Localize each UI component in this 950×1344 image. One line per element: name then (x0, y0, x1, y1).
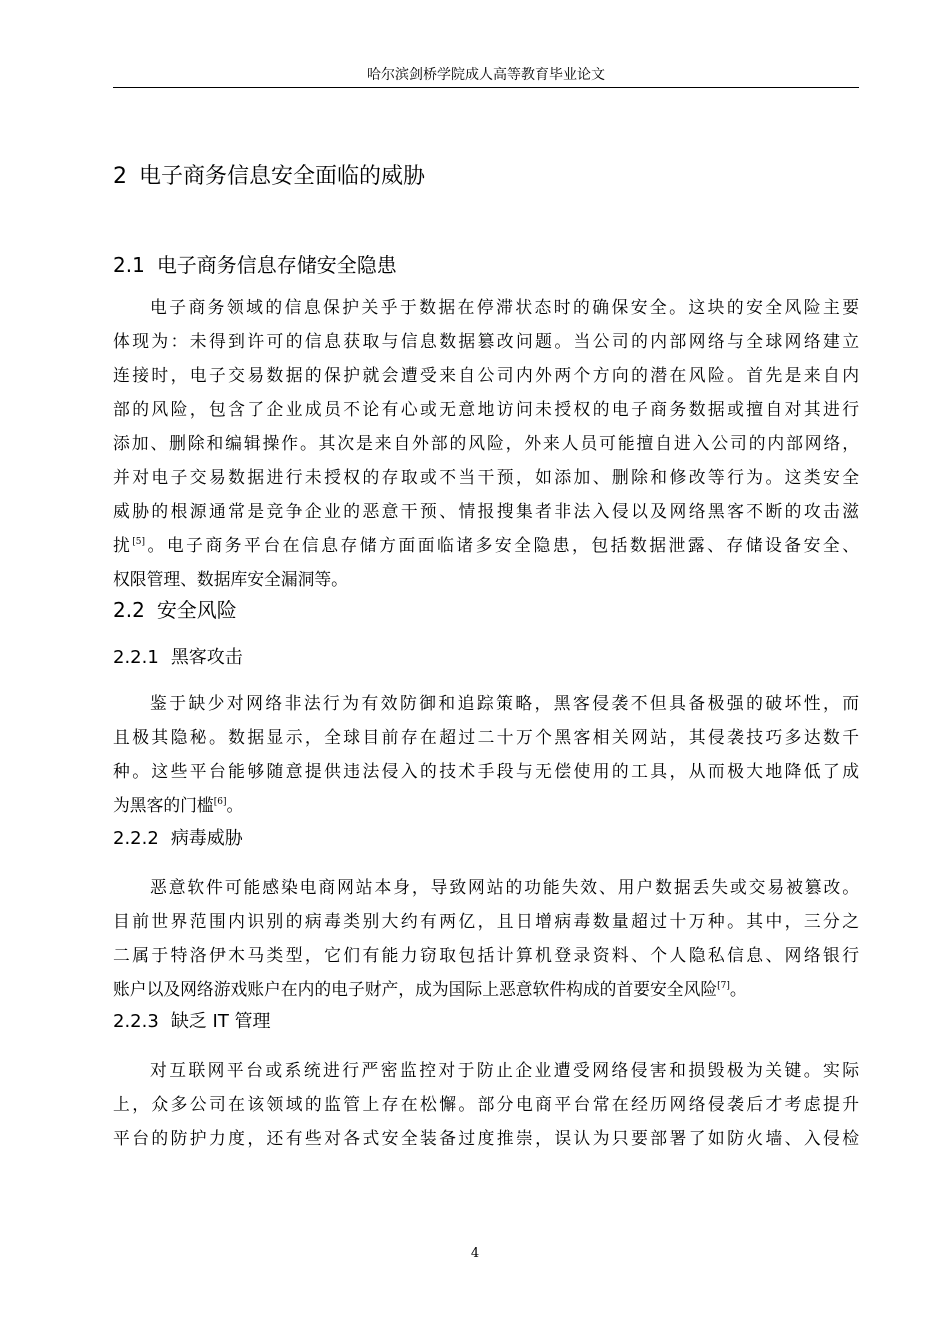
text-fragment: 。 (226, 795, 244, 815)
text-fragment: 。电子商务平台在信息存储方面面临诸多安全隐患，包括数据泄露、存储设备安全、 (145, 535, 859, 555)
text-line (113, 788, 859, 822)
text-line: 添加、删除和编辑操作。其次是来自外部的风险，外来人员可能擅自进入公司的内部网络， (113, 433, 859, 453)
section-title: 电子商务信息存储安全隐患 (156, 253, 397, 277)
text-line: 恶意软件可能感染电商网站本身，导致网站的功能失效、用户数据丢失或交易被篡改。 (150, 877, 859, 897)
text-fragment: 。 (729, 979, 747, 999)
section-title: 安全风险 (156, 598, 237, 622)
text-line: 对互联网平台或系统进行严密监控对于防止企业遭受网络侵害和损毁极为关键。实际 (150, 1060, 859, 1080)
paragraph-2-1 (113, 290, 859, 596)
text-line: 目前世界范围内识别的病毒类别大约有两亿，且日增病毒数量超过十万种。其中，三分之 (113, 911, 859, 931)
subsection-heading-2-2-2 (113, 826, 243, 852)
section-heading-2-2 (113, 596, 237, 624)
paragraph-2-2-3 (113, 1053, 859, 1155)
page-number: 4 (470, 1246, 480, 1261)
text-line (113, 972, 859, 1006)
text-fragment: 扰 (113, 535, 133, 555)
text-line (113, 528, 859, 562)
subsection-title: 病毒威胁 (170, 828, 243, 849)
text-line: 威胁的根源通常是竞争企业的恶意干预、情报搜集者非法入侵以及网络黑客不断的攻击滋 (113, 501, 859, 521)
text-line: 平台的防护力度，还有些对各式安全装备过度推崇，误认为只要部署了如防火墙、入侵检 (113, 1128, 859, 1148)
header-divider (113, 87, 859, 88)
subsection-number: 2.2.1 (113, 647, 159, 668)
text-line: 二属于特洛伊木马类型，它们有能力窃取包括计算机登录资料、个人隐私信息、网络银行 (113, 945, 859, 965)
text-line: 电子商务领域的信息保护关乎于数据在停滞状态时的确保安全。这块的安全风险主要 (150, 297, 859, 317)
subsection-number: 2.2.3 (113, 1011, 159, 1032)
subsection-number: 2.2.2 (113, 828, 159, 849)
subsection-heading-2-2-3 (113, 1009, 271, 1035)
paragraph-2-2-2 (113, 870, 859, 1006)
subsection-title: 黑客攻击 (170, 647, 243, 668)
text-line: 体现为：未得到许可的信息获取与信息数据篡改问题。当公司的内部网络与全球网络建立 (113, 331, 859, 351)
citation-ref: [6] (213, 797, 227, 807)
text-line: 鉴于缺少对网络非法行为有效防御和追踪策略，黑客侵袭不但具备极强的破坏性，而 (150, 693, 859, 713)
text-fragment: 为黑客的门槛 (113, 795, 214, 815)
text-line: 连接时，电子交易数据的保护就会遭受来自公司内外两个方向的潜在风险。首先是来自内 (113, 365, 859, 385)
text-line: 权限管理、数据库安全漏洞等。 (113, 569, 348, 589)
running-header: 哈尔滨剑桥学院成人高等教育毕业论文 (367, 67, 605, 83)
text-fragment: 账户以及网络游戏账户在内的电子财产，成为国际上恶意软件构成的首要安全风险 (113, 979, 718, 999)
text-line: 并对电子交易数据进行未授权的存取或不当干预，如添加、删除和修改等行为。这类安全 (113, 467, 859, 487)
subsection-heading-2-2-1 (113, 645, 243, 671)
subsection-title: 缺乏 IT 管理 (170, 1011, 271, 1032)
citation-ref: [7] (717, 981, 730, 991)
chapter-title: 电子商务信息安全面临的威胁 (139, 164, 426, 189)
section-number: 2.1 (113, 253, 145, 277)
chapter-heading (113, 162, 425, 192)
text-line: 部的风险，包含了企业成员不论有心或无意地访问未授权的电子商务数据或擅自对其进行 (113, 399, 859, 419)
citation-ref: [5] (132, 537, 146, 547)
text-line: 且极其隐秘。数据显示，全球目前存在超过二十万个黑客相关网站，其侵袭技巧多达数千 (113, 727, 859, 747)
section-heading-2-1 (113, 251, 397, 279)
paragraph-2-2-1 (113, 686, 859, 822)
section-number: 2.2 (113, 598, 145, 622)
text-line: 上，众多公司在该领域的监管上存在松懈。部分电商平台常在经历网络侵袭后才考虑提升 (113, 1094, 859, 1114)
text-line: 种。这些平台能够随意提供违法侵入的技术手段与无偿使用的工具，从而极大地降低了成 (113, 761, 859, 781)
chapter-number: 2 (113, 164, 127, 189)
